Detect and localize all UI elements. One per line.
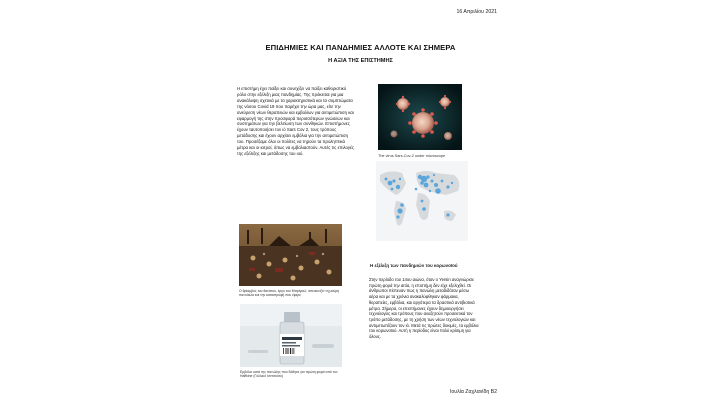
page-subtitle: Η ΑΞΙΑ ΤΗΣ ΕΠΙΣΤΗΜΗΣ [328, 58, 393, 64]
page-title: ΕΠΙΔΗΜΙΕΣ ΚΑΙ ΠΑΝΔΗΜΙΕΣ ΑΛΛΟΤΕ ΚΑΙ ΣΗΜΕΡΑ [265, 43, 456, 52]
author: Ιουλία Ζαχλανίδη Β2 [449, 389, 497, 395]
virus-caption: The virus Sars-Cov-2 under microscope [378, 154, 446, 158]
painting-caption: Ο θρίαμβος του θανάτου, έργο του Μπρίγκελ, απεικονίζει τη μαύρη πανούκλα και την καταστροφή που έφερε [239, 289, 340, 298]
vaccine-caption: Εμβόλιο κατά της πανώλης που δόθηκε για πρώτη φορά από τον Haffkine (Γαλλικό Ινστιτούτο) [240, 370, 338, 379]
date: 16 Απριλίου 2021 [456, 9, 497, 15]
right-paragraph: Στην περίοδο του 14ου αιώνα, όταν ο Yersin αναγνώρισε πρώτη φορά την αιτία, η επιστήμη δεν είχε εξελιχθεί. Οι άνθρωποι πίστευαν πως η πανώλη μεταδιδόταν μέσω αέρα και με τα χρόνια ανακαλύφθηκαν φάρμακα, θεραπείες, εμβόλια, και αργότερα τα δραστικά αντιβιοτικά μέτρα. Σήμερα, οι επιστήμονες έχουν δημιουργήσει τεχνολογίες και τρόπους που αναζητούν προσεκτικά τον τρόπο μετάδοσης, με τη χρήση των νέων τεχνολογιών και αντιμετωπίζουν τον ιό. Μετά τις πρώτες δοκιμές, τα εμβόλια του κορωνοϊού. Αυτή η περίοδος είναι πολύ κρίσιμη για όλους. [369, 277, 479, 340]
right-heading: Η εξέλιξη των πανδημιών του κορωνοϊού [370, 263, 458, 268]
document-page [218, 0, 503, 405]
vaccine-image [240, 304, 342, 367]
world-map-image [376, 161, 468, 241]
painting-image [239, 224, 342, 286]
virus-image [378, 84, 462, 150]
intro-paragraph: Η επιστήμη έχει παίξει και συνεχίζει να παίζει καθοριστικό ρόλο στην εξέλιξη μιας πανδημίας. Της πρόκειται για μια ανακάλυψη σχετικά με τα χαρακτηριστικά και τα συμπτώματα της νόσου Covid 19 που παρέχει την ώρα μας, είτε την ανεύρεση νέων θεραπειών και εμβολίων για αντιμετώπιση και εφαρμογή της στην προσφορά περισσότερων γνώσεων και συστημάτων για την βελτίωση των συνθηκών. Επιστήμονες έχουν ταυτοποιήσει τον ιό Sars Cov 2, τους τρόπους μετάδοσης και έχουν αρχίσει εμβόλια για την αντιμετώπιση του. Προσέξαμε όλοι οι πολίτες να τηρούν τα προληπτικά μέτρα και οι ιατροί, όπως να εμβολιαστούν. Αυτές τις επιλογές της εξέλιξης και μετάδοσης του ιού. [237, 86, 355, 156]
